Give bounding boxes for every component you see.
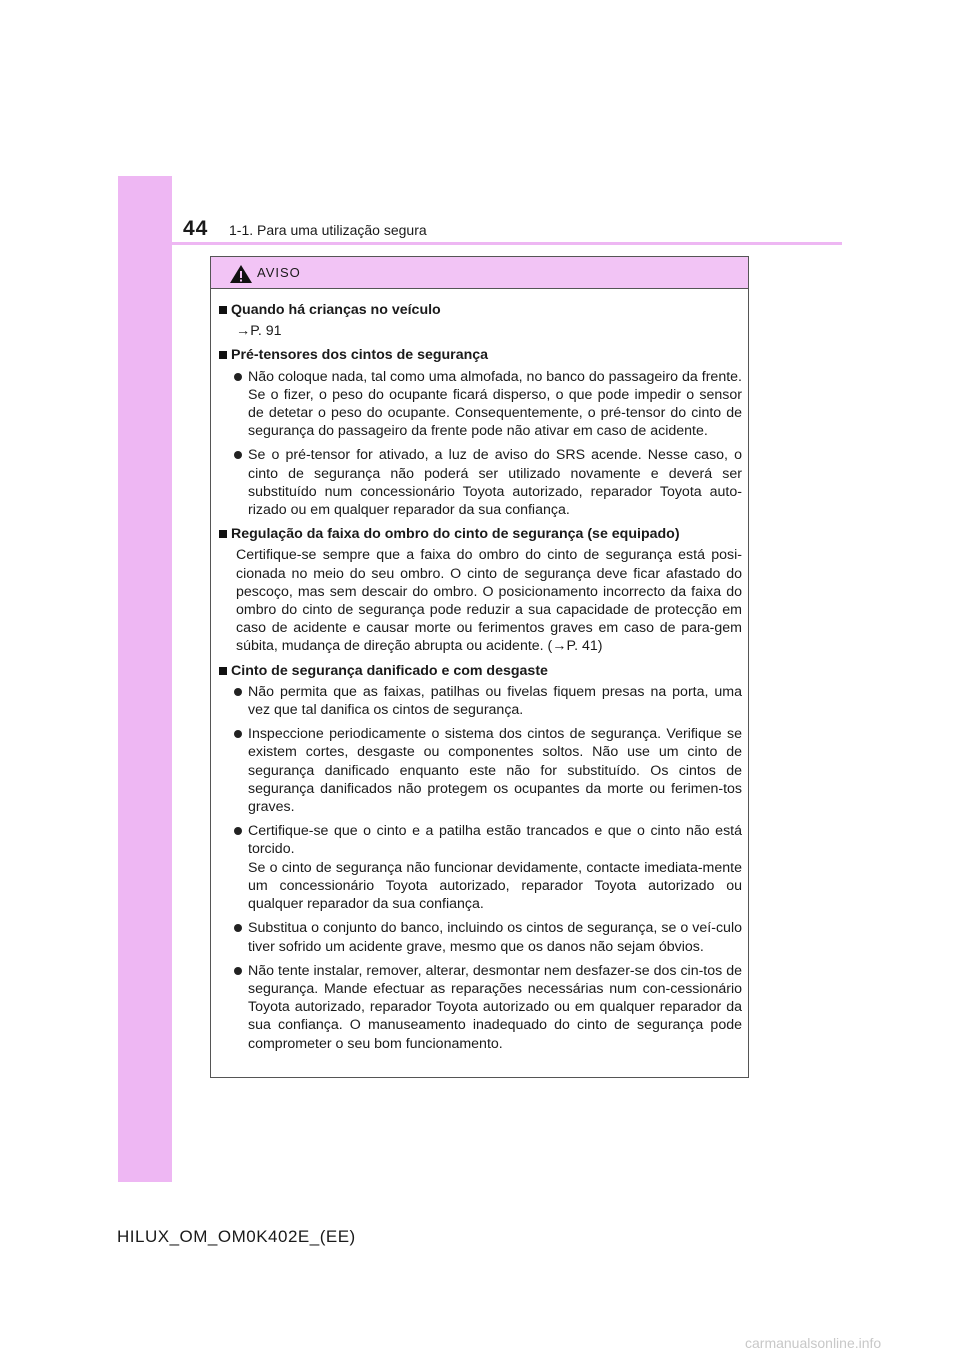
section-heading: Pré-tensores dos cintos de segurança	[218, 346, 742, 364]
bullet-item: Não permita que as faixas, patilhas ou fivelas fiquem presas na porta, uma vez que tal danifica os cintos de segurança.	[218, 683, 742, 719]
section-heading: Regulação da faixa do ombro do cinto de segurança (se equipado)	[218, 525, 742, 543]
bullet-item: Não tente instalar, remover, alterar, desmontar nem desfazer-se dos cin-tos de segurança. Mande efectuar as reparações necessárias num con-cessionário Toyota autorizado, reparador Toyota autorizado ou em qualquer reparador da sua confiança. O manuseamento inadequado do cinto de segurança pode comprometer o seu bom funcionamento.	[218, 962, 742, 1053]
section-heading: Cinto de segurança danificado e com desgaste	[218, 662, 742, 680]
page-number: 44	[183, 217, 209, 240]
bullet-item: Não coloque nada, tal como uma almofada, no banco do passageiro da frente. Se o fizer, o peso do ocupante ficará disperso, o que pode impedir o sensor de detetar o peso do ocupante. Consequentemente, o pré-tensor do cinto de segurança do passageiro da frente pode não ativar em caso de acidente.	[218, 368, 742, 441]
side-tab-bar	[118, 176, 172, 1182]
warning-header	[211, 257, 748, 289]
watermark: carmanualsonline.info	[745, 1335, 882, 1351]
warning-content	[211, 289, 748, 1053]
warning-box	[210, 256, 749, 1078]
warning-triangle-icon	[229, 264, 253, 284]
header-divider	[118, 242, 842, 245]
bullet-item: Inspeccione periodicamente o sistema dos cintos de segurança. Verifique se existem cortes, desgaste ou componentes soltos. Não use um cinto de segurança danificado enquanto este não for substituído. Os cintos de segurança danificados não protegem os ocupantes da morte ou ferimen-tos graves.	[218, 725, 742, 816]
bullet-item: Se o pré-tensor for ativado, a luz de aviso do SRS acende. Nesse caso, o cinto de segurança não poderá ser utilizado novamente e deverá ser substituído num concessionário Toyota autorizado, reparador Toyota auto-rizado ou em qualquer reparador da sua confiança.	[218, 446, 742, 519]
document-code: HILUX_OM_OM0K402E_(EE)	[117, 1227, 356, 1246]
page-reference: →P. 91	[236, 323, 282, 340]
bullet-item: Certifique-se que o cinto e a patilha estão trancados e que o cinto não está torcido. Se o cinto de segurança não funcionar devidamente, contacte imediata-mente um concessionário Toyota autorizado, reparador Toyota autorizado ou qualquer reparador da sua confiança.	[218, 822, 742, 913]
paragraph: Certifique-se sempre que a faixa do ombro do cinto de segurança está posi-cionada no meio do seu ombro. O cinto de segurança deve ficar afastado do pescoço, mas sem descair do ombro. O posicionamento incorrecto da faixa do ombro do cinto de segurança pode reduzir a sua capacidade de protecção em caso de acidente e causar morte ou ferimentos graves em caso de para-gem súbita, mudança de direção abrupta ou acidente. (→P. 41)	[236, 547, 742, 655]
warning-label: AVISO	[257, 265, 301, 280]
section-title: 1-1. Para uma utilização segura	[229, 222, 427, 238]
bullet-item: Substitua o conjunto do banco, incluindo os cintos de segurança, se o veí-culo tiver sofrido um acidente grave, mesmo que os danos não sejam óbvios.	[218, 919, 742, 955]
section-heading: Quando há crianças no veículo	[218, 301, 742, 319]
